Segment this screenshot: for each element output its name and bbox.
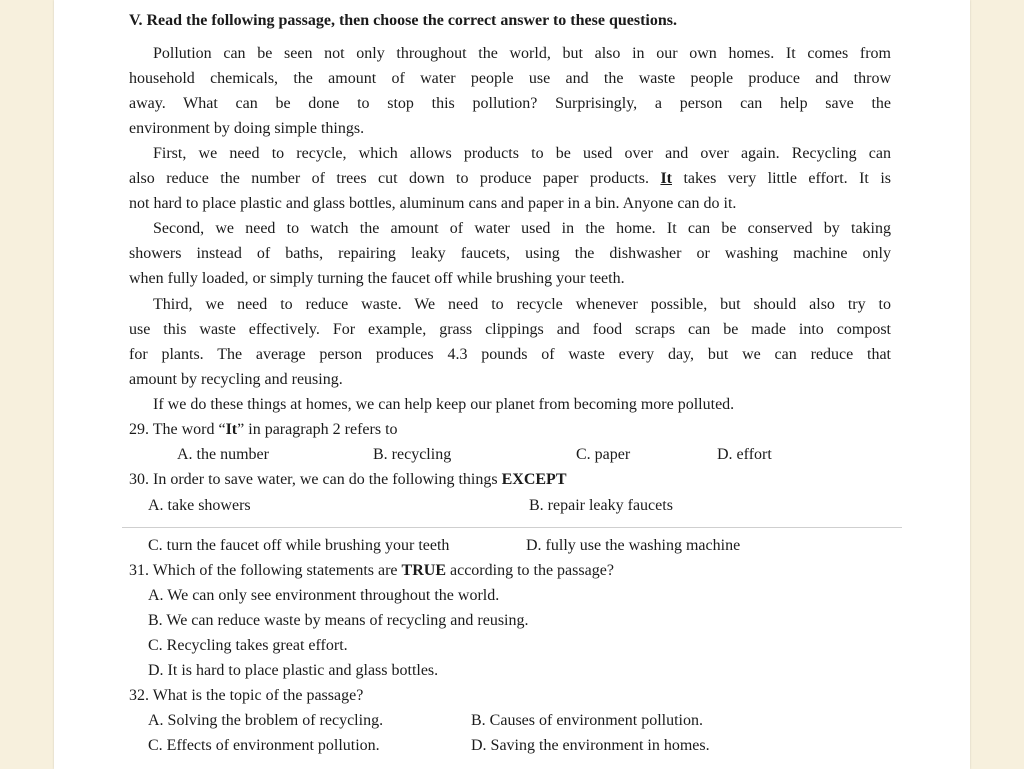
underlined-word-it: It	[660, 170, 672, 187]
paragraph-3-line-3: when fully loaded, or simply turning the faucet off while brushing your teeth.	[129, 270, 625, 287]
page-break-divider	[122, 527, 902, 528]
question-29-keyword: It	[225, 421, 238, 438]
question-29-option-a: A. the number	[177, 446, 269, 463]
question-32-option-b: B. Causes of environment pollution.	[471, 712, 703, 729]
paragraph-4-line-4: amount by recycling and reusing.	[129, 371, 343, 388]
question-30-option-c: C. turn the faucet off while brushing your teeth	[148, 537, 450, 554]
question-30-stem	[129, 467, 891, 492]
paragraph-3-line-1: Second, we need to watch the amount of water used in the home. It can be conserved by taking	[153, 220, 891, 237]
paragraph-1-line-4: environment by doing simple things.	[129, 120, 365, 137]
question-31-option-a: A. We can only see environment throughout the world.	[148, 587, 500, 604]
paragraph-4-line-2: use this waste effectively. For example, grass clippings and food scraps can be made into compost	[129, 321, 891, 338]
question-31-keyword: TRUE	[401, 562, 446, 579]
paragraph-5: If we do these things at homes, we can help keep our planet from becoming more polluted.	[153, 396, 735, 413]
paragraph-2-text-b: takes very little effort. It is	[672, 170, 891, 187]
question-29-option-c: C. paper	[576, 446, 631, 463]
question-31-option-b: B. We can reduce waste by means of recycling and reusing.	[148, 612, 529, 629]
question-32-option-a: A. Solving the broblem of recycling.	[148, 712, 384, 729]
question-30-stem-text: 30. In order to save water, we can do the following things	[129, 471, 502, 488]
paragraph-2-line-2	[129, 166, 891, 191]
paragraph-1-line-1: Pollution can be seen not only throughout the world, but also in our own homes. It comes from	[153, 45, 891, 62]
paragraph-1-line-2: household chemicals, the amount of water people use and the waste people produce and throw	[129, 70, 891, 87]
question-30-option-d: D. fully use the washing machine	[526, 537, 741, 554]
question-32-option-d: D. Saving the environment in homes.	[471, 737, 710, 754]
question-31-stem-end: according to the passage?	[445, 562, 614, 579]
question-30-option-b: B. repair leaky faucets	[529, 497, 673, 514]
paragraph-1-line-3: away. What can be done to stop this pollution? Surprisingly, a person can help save the	[129, 95, 891, 112]
question-31-option-c: C. Recycling takes great effort.	[148, 637, 348, 654]
question-29-option-d: D. effort	[717, 446, 772, 463]
question-32-option-c: C. Effects of environment pollution.	[148, 737, 380, 754]
question-30-keyword: EXCEPT	[501, 471, 567, 488]
document-page	[54, 0, 970, 769]
question-31-option-d: D. It is hard to place plastic and glass bottles.	[148, 662, 439, 679]
section-heading: V. Read the following passage, then choose the correct answer to these questions.	[129, 12, 677, 29]
question-32-stem: 32. What is the topic of the passage?	[129, 687, 364, 704]
question-30-option-a: A. take showers	[148, 497, 251, 514]
question-29-option-b: B. recycling	[373, 446, 452, 463]
question-29-stem	[129, 417, 891, 442]
question-29-stem-a: 29. The word “	[129, 421, 226, 438]
question-31-stem-text: 31. Which of the following statements are	[129, 562, 402, 579]
paragraph-3-line-2: showers instead of baths, repairing leaky faucets, using the dishwasher or washing machine only	[129, 245, 891, 262]
question-29-stem-b: ” in paragraph 2 refers to	[237, 421, 398, 438]
paragraph-2-text-a: also reduce the number of trees cut down to produce paper products.	[129, 170, 661, 187]
paragraph-2-line-1: First, we need to recycle, which allows products to be used over and over again. Recycling can	[153, 145, 891, 162]
paragraph-4-line-3: for plants. The average person produces 4.3 pounds of waste every day, but we can reduce that	[129, 346, 891, 363]
paragraph-2-line-3: not hard to place plastic and glass bottles, aluminum cans and paper in a bin. Anyone can do it.	[129, 195, 737, 212]
paragraph-4-line-1: Third, we need to reduce waste. We need to recycle whenever possible, but should also try to	[153, 296, 891, 313]
question-31-stem	[129, 558, 891, 583]
